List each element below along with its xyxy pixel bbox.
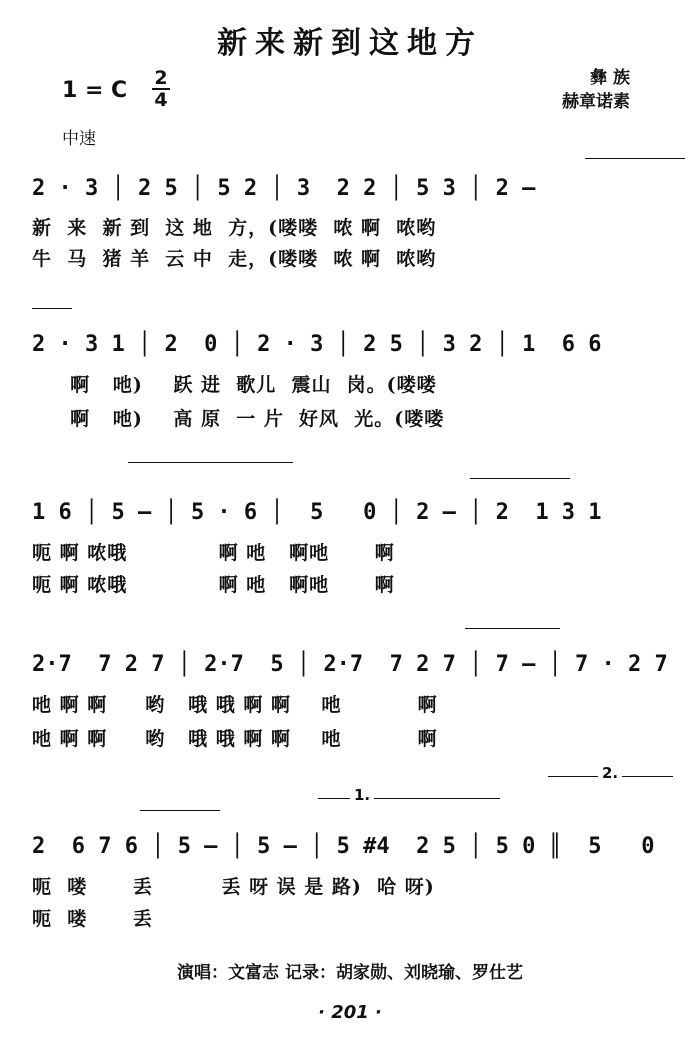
time-signature	[150, 68, 172, 110]
transcriber-label: 赫章诺素	[562, 92, 630, 112]
first-ending-label: 1.	[350, 786, 374, 804]
notation-line-4: 2·7 7 2 7 │ 2·7 5 │ 2·7 7 2 7 │ 7 – │ 7 · 2 7	[32, 652, 668, 677]
first-ending-bracket	[318, 798, 500, 799]
performer-credits: 演唱：文富志 记录：胡家勋、刘晓瑜、罗仕艺	[177, 963, 523, 983]
meter-top: 2	[154, 67, 168, 89]
lyric-line-2a: 啊 吔) 跃 进 歌儿 震山 岗。(喽喽	[32, 374, 437, 396]
tie-line	[585, 158, 685, 159]
lyric-line-4b: 吔 啊 啊 哟 哦 哦 啊 啊 吔 啊	[32, 728, 438, 750]
lyric-line-2b: 啊 吔) 高 原 一 片 好风 光。(喽喽	[32, 408, 445, 430]
slur-line	[128, 462, 293, 463]
song-title: 新来新到这地方	[217, 26, 483, 61]
notation-line-1: 2 · 3 │ 2 5 │ 5 2 │ 3 2 2 │ 5 3 │ 2 –	[32, 176, 536, 201]
lyric-line-3b: 呃 啊 哝哦 啊 吔 啊吔 啊	[32, 574, 395, 596]
slur-line	[465, 628, 560, 629]
lyric-line-4a: 吔 啊 啊 哟 哦 哦 啊 啊 吔 啊	[32, 694, 438, 716]
page-number: · 201 ·	[318, 1002, 382, 1023]
slur-line	[470, 478, 570, 479]
lyric-line-5a: 呃 喽 丢 丢 呀 误 是 路) 哈 呀)	[32, 876, 435, 898]
ethnic-label: 彝 族	[590, 68, 630, 88]
song-origin	[562, 66, 630, 114]
second-ending-label: 2.	[598, 764, 622, 782]
notation-line-2: 2 · 3 1 │ 2 0 │ 2 · 3 │ 2 5 │ 3 2 │ 1 6 6	[32, 332, 602, 357]
key-signature: 1 = C	[62, 78, 128, 103]
lyric-line-1a: 新 来 新 到 这 地 方，(喽喽 哝 啊 哝哟	[32, 217, 437, 239]
lyric-line-3a: 呃 啊 哝哦 啊 吔 啊吔 啊	[32, 542, 395, 564]
lyric-line-1b: 牛 马 猪 羊 云 中 走，(喽喽 哝 啊 哝哟	[32, 248, 437, 270]
tempo-marking: 中速	[62, 129, 96, 149]
slur-line	[140, 810, 220, 811]
tie-line	[32, 308, 72, 309]
lyric-line-5b: 呃 喽 丢	[32, 908, 153, 930]
meter-bottom: 4	[154, 89, 168, 111]
notation-line-5: 2 6 7 6 │ 5 – │ 5 – │ 5 #4 2 5 │ 5 0 ║ 5 0	[32, 834, 655, 859]
notation-line-3: 1 6 │ 5 – │ 5 · 6 │ 5 0 │ 2 – │ 2 1 3 1	[32, 500, 602, 525]
